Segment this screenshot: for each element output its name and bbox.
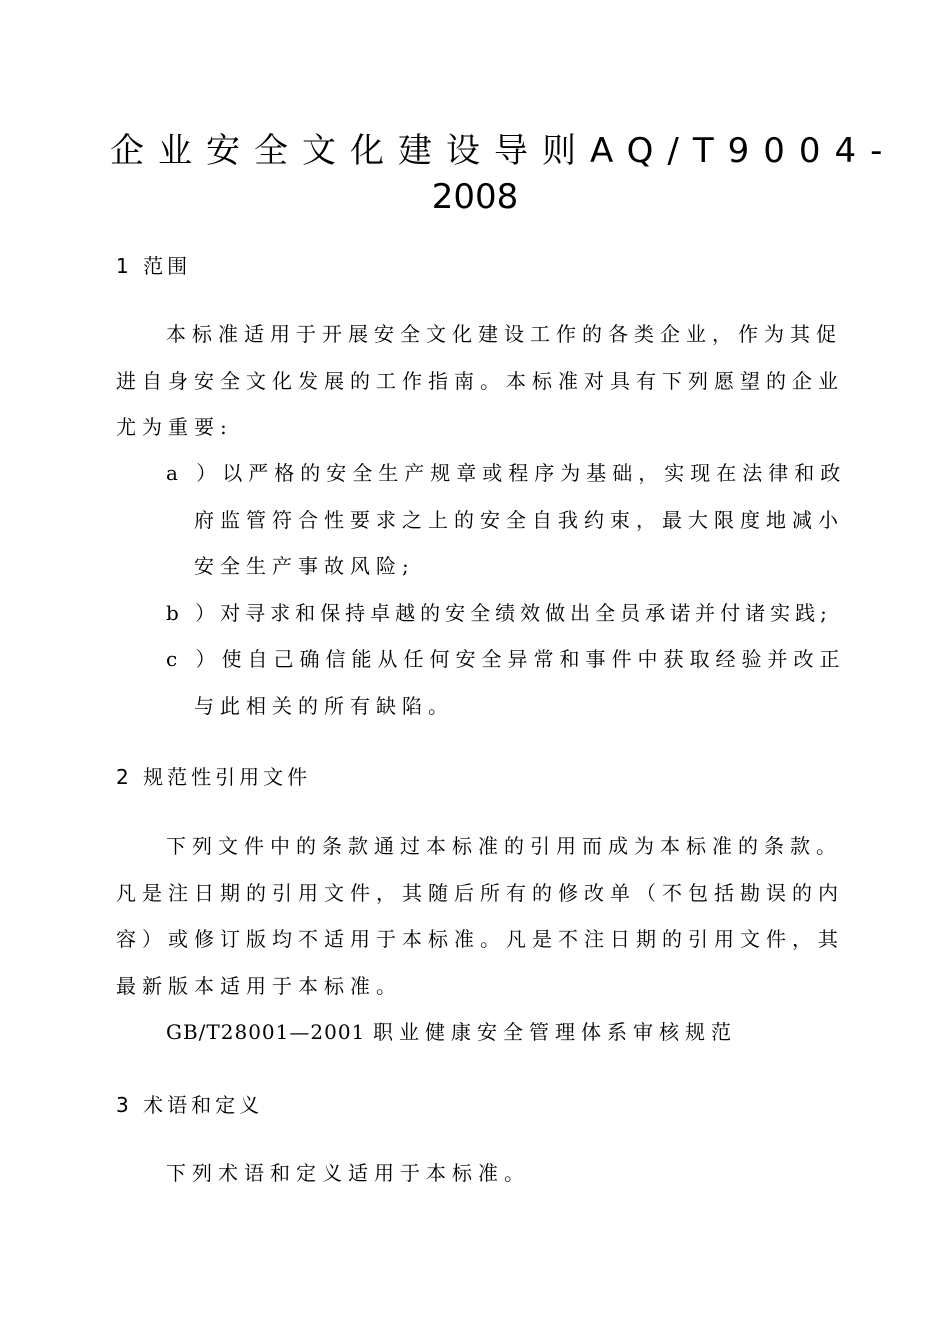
list-item-a-line: 安全生产事故风险; <box>194 554 415 578</box>
list-item-a-line: 府监管符合性要求之上的安全自我约束，最大限度地减小 <box>194 508 844 532</box>
section-heading-normative-references: 2 规范性引用文件 <box>116 765 312 789</box>
list-item-b-line: b ）对寻求和保持卓越的安全绩效做出全员承诺并付诸实践; <box>166 601 832 625</box>
list-item-a-line: a ）以严格的安全生产规章或程序为基础，实现在法律和政 <box>166 461 847 485</box>
document-title-line-1: 企业安全文化建设导则AQ/T9004- <box>110 131 897 171</box>
paragraph-line: 下列术语和定义适用于本标准。 <box>166 1161 530 1185</box>
document-title-line-2: 2008 <box>431 177 519 217</box>
paragraph-line: 凡是注日期的引用文件，其随后所有的修改单（不包括勘误的内 <box>116 881 844 905</box>
paragraph-line: 容）或修订版均不适用于本标准。凡是不注日期的引用文件，其 <box>116 927 844 951</box>
list-item-c-line: 与此相关的所有缺陷。 <box>194 694 454 718</box>
paragraph-line: 尤为重要: <box>116 415 233 439</box>
reference-code: GB/T28001—2001 <box>166 1020 366 1044</box>
paragraph-line: 本标准适用于开展安全文化建设工作的各类企业，作为其促 <box>166 322 842 346</box>
paragraph-line: 进自身安全文化发展的工作指南。本标准对具有下列愿望的企业 <box>116 369 844 393</box>
list-item-c-line: c ）使自己确信能从任何安全异常和事件中获取经验并改正 <box>166 647 846 671</box>
paragraph-line: 下列文件中的条款通过本标准的引用而成为本标准的条款。 <box>166 834 842 858</box>
section-heading-terms-definitions: 3 术语和定义 <box>116 1093 264 1117</box>
section-heading-scope: 1 范围 <box>116 254 192 278</box>
paragraph-line: 最新版本适用于本标准。 <box>116 974 402 998</box>
reference-name: 职业健康安全管理体系审核规范 <box>373 1020 737 1044</box>
